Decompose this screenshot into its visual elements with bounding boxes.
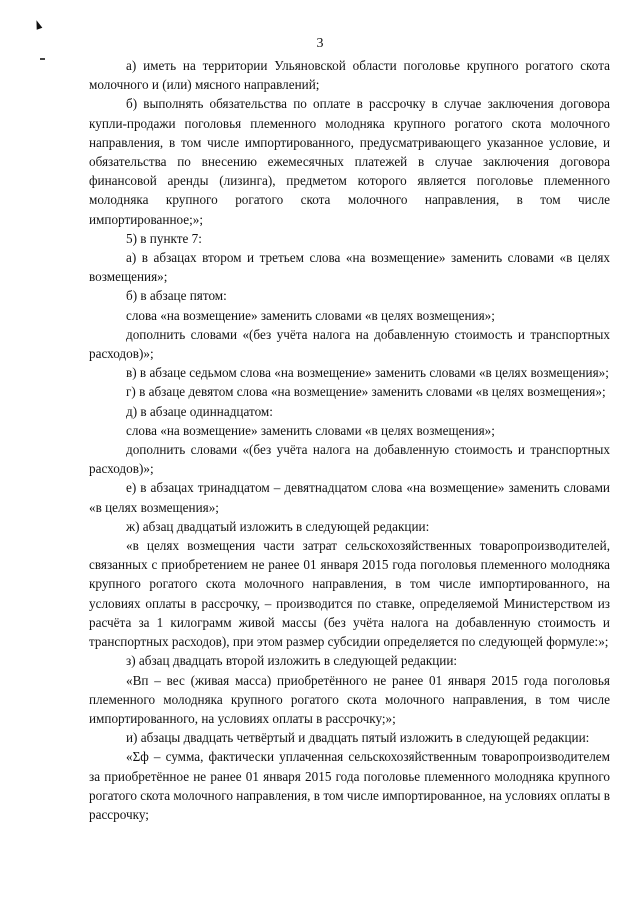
paragraph-b-obligations: б) выполнять обязательства по оплате в рассрочку в случае заключения договора купли-продажи поголовья племенного молодняка крупного рогатого скота молочного направления, в том числе импортированного, предусматривающего указанное условие, и обязательства по внесению ежемесячных платежей в случае заключения договора финансовой аренды (лизинга), предметом которого является поголовье племенного молодняка крупного рогатого скота молочного направления, в том числе импортированное;»;	[89, 96, 610, 227]
paragraph-item-5d-supplement: дополнить словами «(без учёта налога на добавленную стоимость и транспортных расходов)»;	[89, 442, 610, 477]
paragraph-item-5i: и) абзацы двадцать четвёртый и двадцать пятый изложить в следующей редакции:	[126, 730, 590, 746]
paragraph-item-5d: д) в абзаце одиннадцатом:	[126, 403, 273, 419]
paragraph-item-5z: з) абзац двадцать второй изложить в следующей редакции:	[126, 653, 458, 669]
paragraph-item-5b-supplement: дополнить словами «(без учёта налога на добавленную стоимость и транспортных расходов)»;	[89, 326, 610, 362]
paragraph-item-5a: а) в абзацах втором и третьем слова «на возмещение» заменить словами «в целях возмещения»;	[89, 250, 610, 285]
scan-artifact-mark	[34, 19, 43, 30]
paragraph-item-5g: г) в абзаце девятом слова «на возмещение» заменить словами «в целях возмещения»;	[126, 384, 606, 400]
paragraph-a-territory: а) иметь на территории Ульяновской области поголовье крупного рогатого скота молочного и (или) мясного направлений;	[89, 58, 610, 93]
paragraph-item-5b: б) в абзаце пятом:	[126, 288, 227, 304]
paragraph-item-5v: в) в абзаце седьмом слова «на возмещение» заменить словами «в целях возмещения»;	[126, 365, 609, 381]
paragraph-item-5b-words: слова «на возмещение» заменить словами «в целях возмещения»;	[126, 307, 495, 323]
scan-artifact-dash	[40, 58, 45, 60]
paragraph-item-5d-words: слова «на возмещение» заменить словами «в целях возмещения»;	[126, 422, 495, 438]
paragraph-item-5: 5) в пункте 7:	[126, 230, 202, 246]
paragraph-item-5e: е) в абзацах тринадцатом – девятнадцатом слова «на возмещение» заменить словами «в целях возмещения»;	[89, 480, 610, 515]
document-body	[89, 56, 610, 824]
paragraph-item-5zh: ж) абзац двадцатый изложить в следующей редакции:	[126, 518, 430, 534]
paragraph-item-5z-text: «Вп – вес (живая масса) приобретённого не ранее 01 января 2015 года поголовья племенного молодняка крупного рогатого скота молочного направления, в том числе импортированного, на условиях оплаты в рассрочку;»;	[89, 672, 610, 726]
page-number: 3	[316, 36, 324, 51]
paragraph-item-5i-text: «Σф – сумма, фактически уплаченная сельскохозяйственным товаропроизводителем за приобретённое не ранее 01 января 2015 года поголовье племенного молодняка крупного рогатого скота молочного направления, в том числе импортированное, на условиях оплаты в рассрочку;	[89, 749, 610, 822]
paragraph-item-5zh-text: «в целях возмещения части затрат сельскохозяйственных товаропроизводителей, связанных с приобретением не ранее 01 января 2015 года поголовья племенного молодняка крупного рогатого скота молочного направления, в том числе импортированного, на условиях оплаты в рассрочку, – производится по ставке, определяемой Министерством из расчёта за 1 килограмм живой массы (без учёта налога на добавленную стоимость и транспортных расходов), при этом размер субсидии определяется по следующей формуле:»;	[89, 538, 610, 650]
